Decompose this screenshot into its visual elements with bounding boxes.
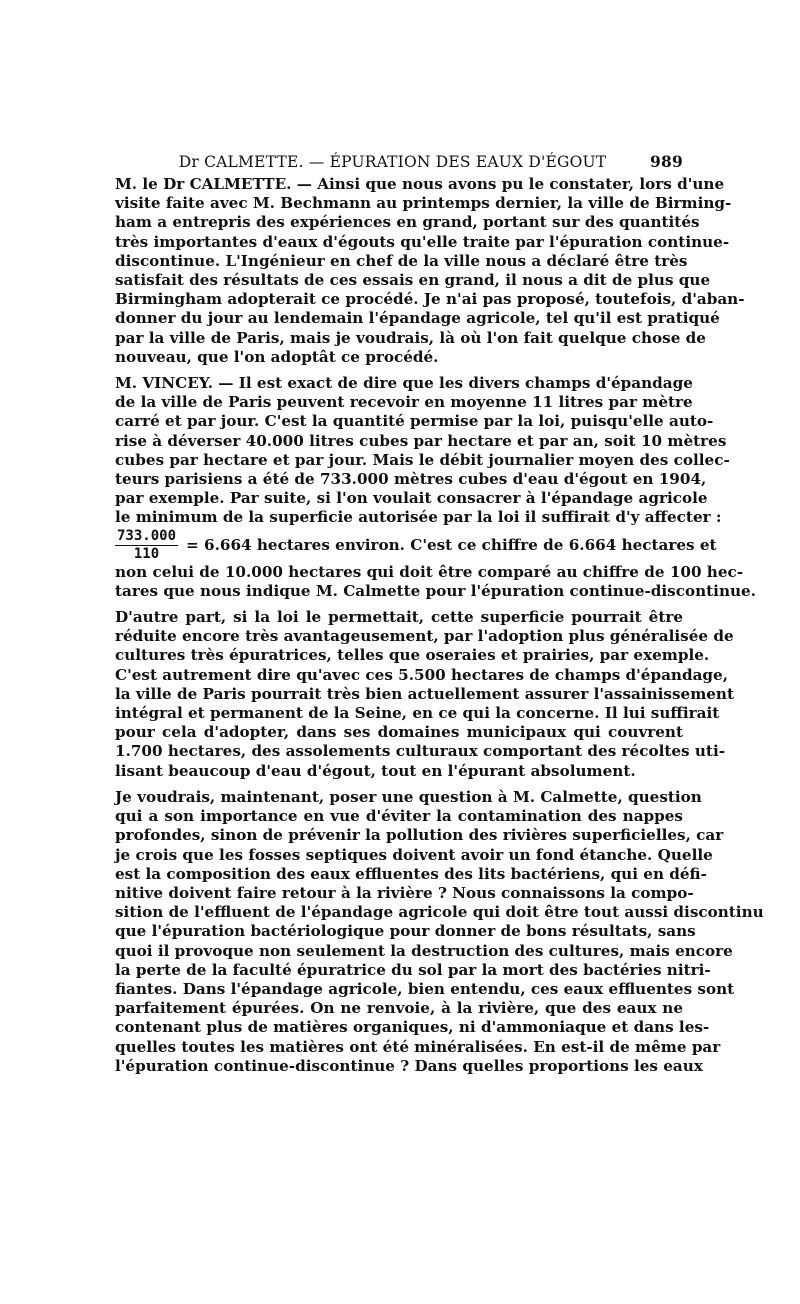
page-number: 989 xyxy=(650,152,683,171)
paragraph-calmette xyxy=(115,175,745,367)
text-line: nitive doivent faire retour à la rivière ? Nous connaissons la compo- xyxy=(115,883,694,902)
text-line: pour cela d'adopter, dans ses domaines municipaux qui couvrent xyxy=(115,723,683,742)
fraction-line xyxy=(115,527,717,563)
text-line: l'épuration continue-discontinue ? Dans quelles proportions les eaux xyxy=(115,1056,703,1075)
text-line: Birmingham adopterait ce procédé. Je n'ai pas proposé, toutefois, d'aban- xyxy=(115,290,745,309)
fraction-numerator: 733.000 xyxy=(117,527,177,544)
running-title: Dr CALMETTE. — ÉPURATION DES EAUX D'ÉGOUT xyxy=(178,153,607,171)
text-line: sition de l'effluent de l'épandage agricole qui doit être tout aussi discontinu xyxy=(115,903,764,922)
text-line: parfaitement épurées. On ne renvoie, à la rivière, que des eaux ne xyxy=(115,999,683,1018)
text-line: est la composition des eaux effluentes des lits bactériens, qui en défi- xyxy=(115,864,707,883)
text-line: je crois que les fosses septiques doivent avoir un fond étanche. Quelle xyxy=(115,845,713,864)
fraction xyxy=(115,528,178,563)
text-line: fiantes. Dans l'épandage agricole, bien entendu, ces eaux effluentes sont xyxy=(115,979,735,998)
text-line: rise à déverser 40.000 litres cubes par hectare et par an, soit 10 mètres xyxy=(115,431,727,450)
text-line: visite faite avec M. Bechmann au printemps dernier, la ville de Birming- xyxy=(115,194,732,213)
fraction-rest-text: = 6.664 hectares environ. C'est ce chiffre de 6.664 hectares et xyxy=(186,535,717,554)
text-line: non celui de 10.000 hectares qui doit être comparé au chiffre de 100 hec- xyxy=(115,562,744,581)
text-line: discontinue. L'Ingénieur en chef de la ville nous a déclaré être très xyxy=(115,251,688,270)
running-header xyxy=(115,152,683,171)
text-line: carré et par jour. C'est la quantité permise par la loi, puisqu'elle auto- xyxy=(115,412,714,431)
text-line: de la ville de Paris peuvent recevoir en moyenne 11 litres par mètre xyxy=(115,393,693,412)
text-line: M. VINCEY. — Il est exact de dire que les divers champs d'épandage xyxy=(115,374,693,393)
text-line: lisant beaucoup d'eau d'égout, tout en l'épurant absolument. xyxy=(115,761,636,780)
paragraph-vincey xyxy=(115,374,756,601)
text-line: teurs parisiens a été de 733.000 mètres cubes d'eau d'égout en 1904, xyxy=(115,470,707,489)
paragraph-autre-part xyxy=(115,608,734,781)
text-line: cultures très épuratrices, telles que oseraies et prairies, par exemple. xyxy=(115,646,710,665)
text-line: Je voudrais, maintenant, poser une question à M. Calmette, question xyxy=(115,787,702,806)
book-page xyxy=(115,152,764,1083)
text-line: quoi il provoque non seulement la destruction des cultures, mais encore xyxy=(115,941,733,960)
text-line: satisfait des résultats de ces essais en grand, il nous a dit de plus que xyxy=(115,271,711,290)
text-line: tares que nous indique M. Calmette pour l'épuration continue-discontinue. xyxy=(115,581,756,600)
text-line: la perte de la faculté épuratrice du sol par la mort des bactéries nitri- xyxy=(115,960,711,979)
text-line: C'est autrement dire qu'avec ces 5.500 hectares de champs d'épandage, xyxy=(115,665,729,684)
text-line: donner du jour au lendemain l'épandage agricole, tel qu'il est pratiqué xyxy=(115,309,720,328)
text-line: par exemple. Par suite, si l'on voulait consacrer à l'épandage agricole xyxy=(115,489,708,508)
text-line: la ville de Paris pourrait très bien actuellement assurer l'assainissement xyxy=(115,684,734,703)
text-line: très importantes d'eaux d'égouts qu'elle traite par l'épuration continue- xyxy=(115,232,730,251)
text-line: par la ville de Paris, mais je voudrais, là où l'on fait quelque chose de xyxy=(115,328,706,347)
text-line: le minimum de la superficie autorisée par la loi il suffirait d'y affecter : xyxy=(115,508,722,527)
fraction-denominator: 110 xyxy=(133,545,160,562)
text-line: M. le Dr CALMETTE. — Ainsi que nous avons pu le constater, lors d'une xyxy=(115,175,725,193)
text-line: intégral et permanent de la Seine, en ce qui la concerne. Il lui suffirait xyxy=(115,704,720,723)
text-line: quelles toutes les matières ont été minéralisées. En est-il de même par xyxy=(115,1037,721,1056)
text-line: D'autre part, si la loi le permettait, cette superficie pourrait être xyxy=(115,608,683,627)
paragraph-question xyxy=(115,787,764,1076)
text-line: profondes, sinon de prévenir la pollution des rivières superficielles, car xyxy=(115,826,724,845)
text-line: réduite encore très avantageusement, par l'adoption plus généralisée de xyxy=(115,627,734,646)
text-line: qui a son importance en vue d'éviter la contamination des nappes xyxy=(115,807,683,826)
text-line: contenant plus de matières organiques, ni d'ammoniaque et dans les- xyxy=(115,1018,710,1037)
text-line: ham a entrepris des expériences en grand, portant sur des quantités xyxy=(115,213,700,232)
text-line: que l'épuration bactériologique pour donner de bons résultats, sans xyxy=(115,922,696,941)
text-line: 1.700 hectares, des assolements culturaux comportant des récoltes uti- xyxy=(115,742,726,761)
text-line: nouveau, que l'on adoptât ce procédé. xyxy=(115,347,439,366)
text-line: cubes par hectare et par jour. Mais le débit journalier moyen des collec- xyxy=(115,450,730,469)
